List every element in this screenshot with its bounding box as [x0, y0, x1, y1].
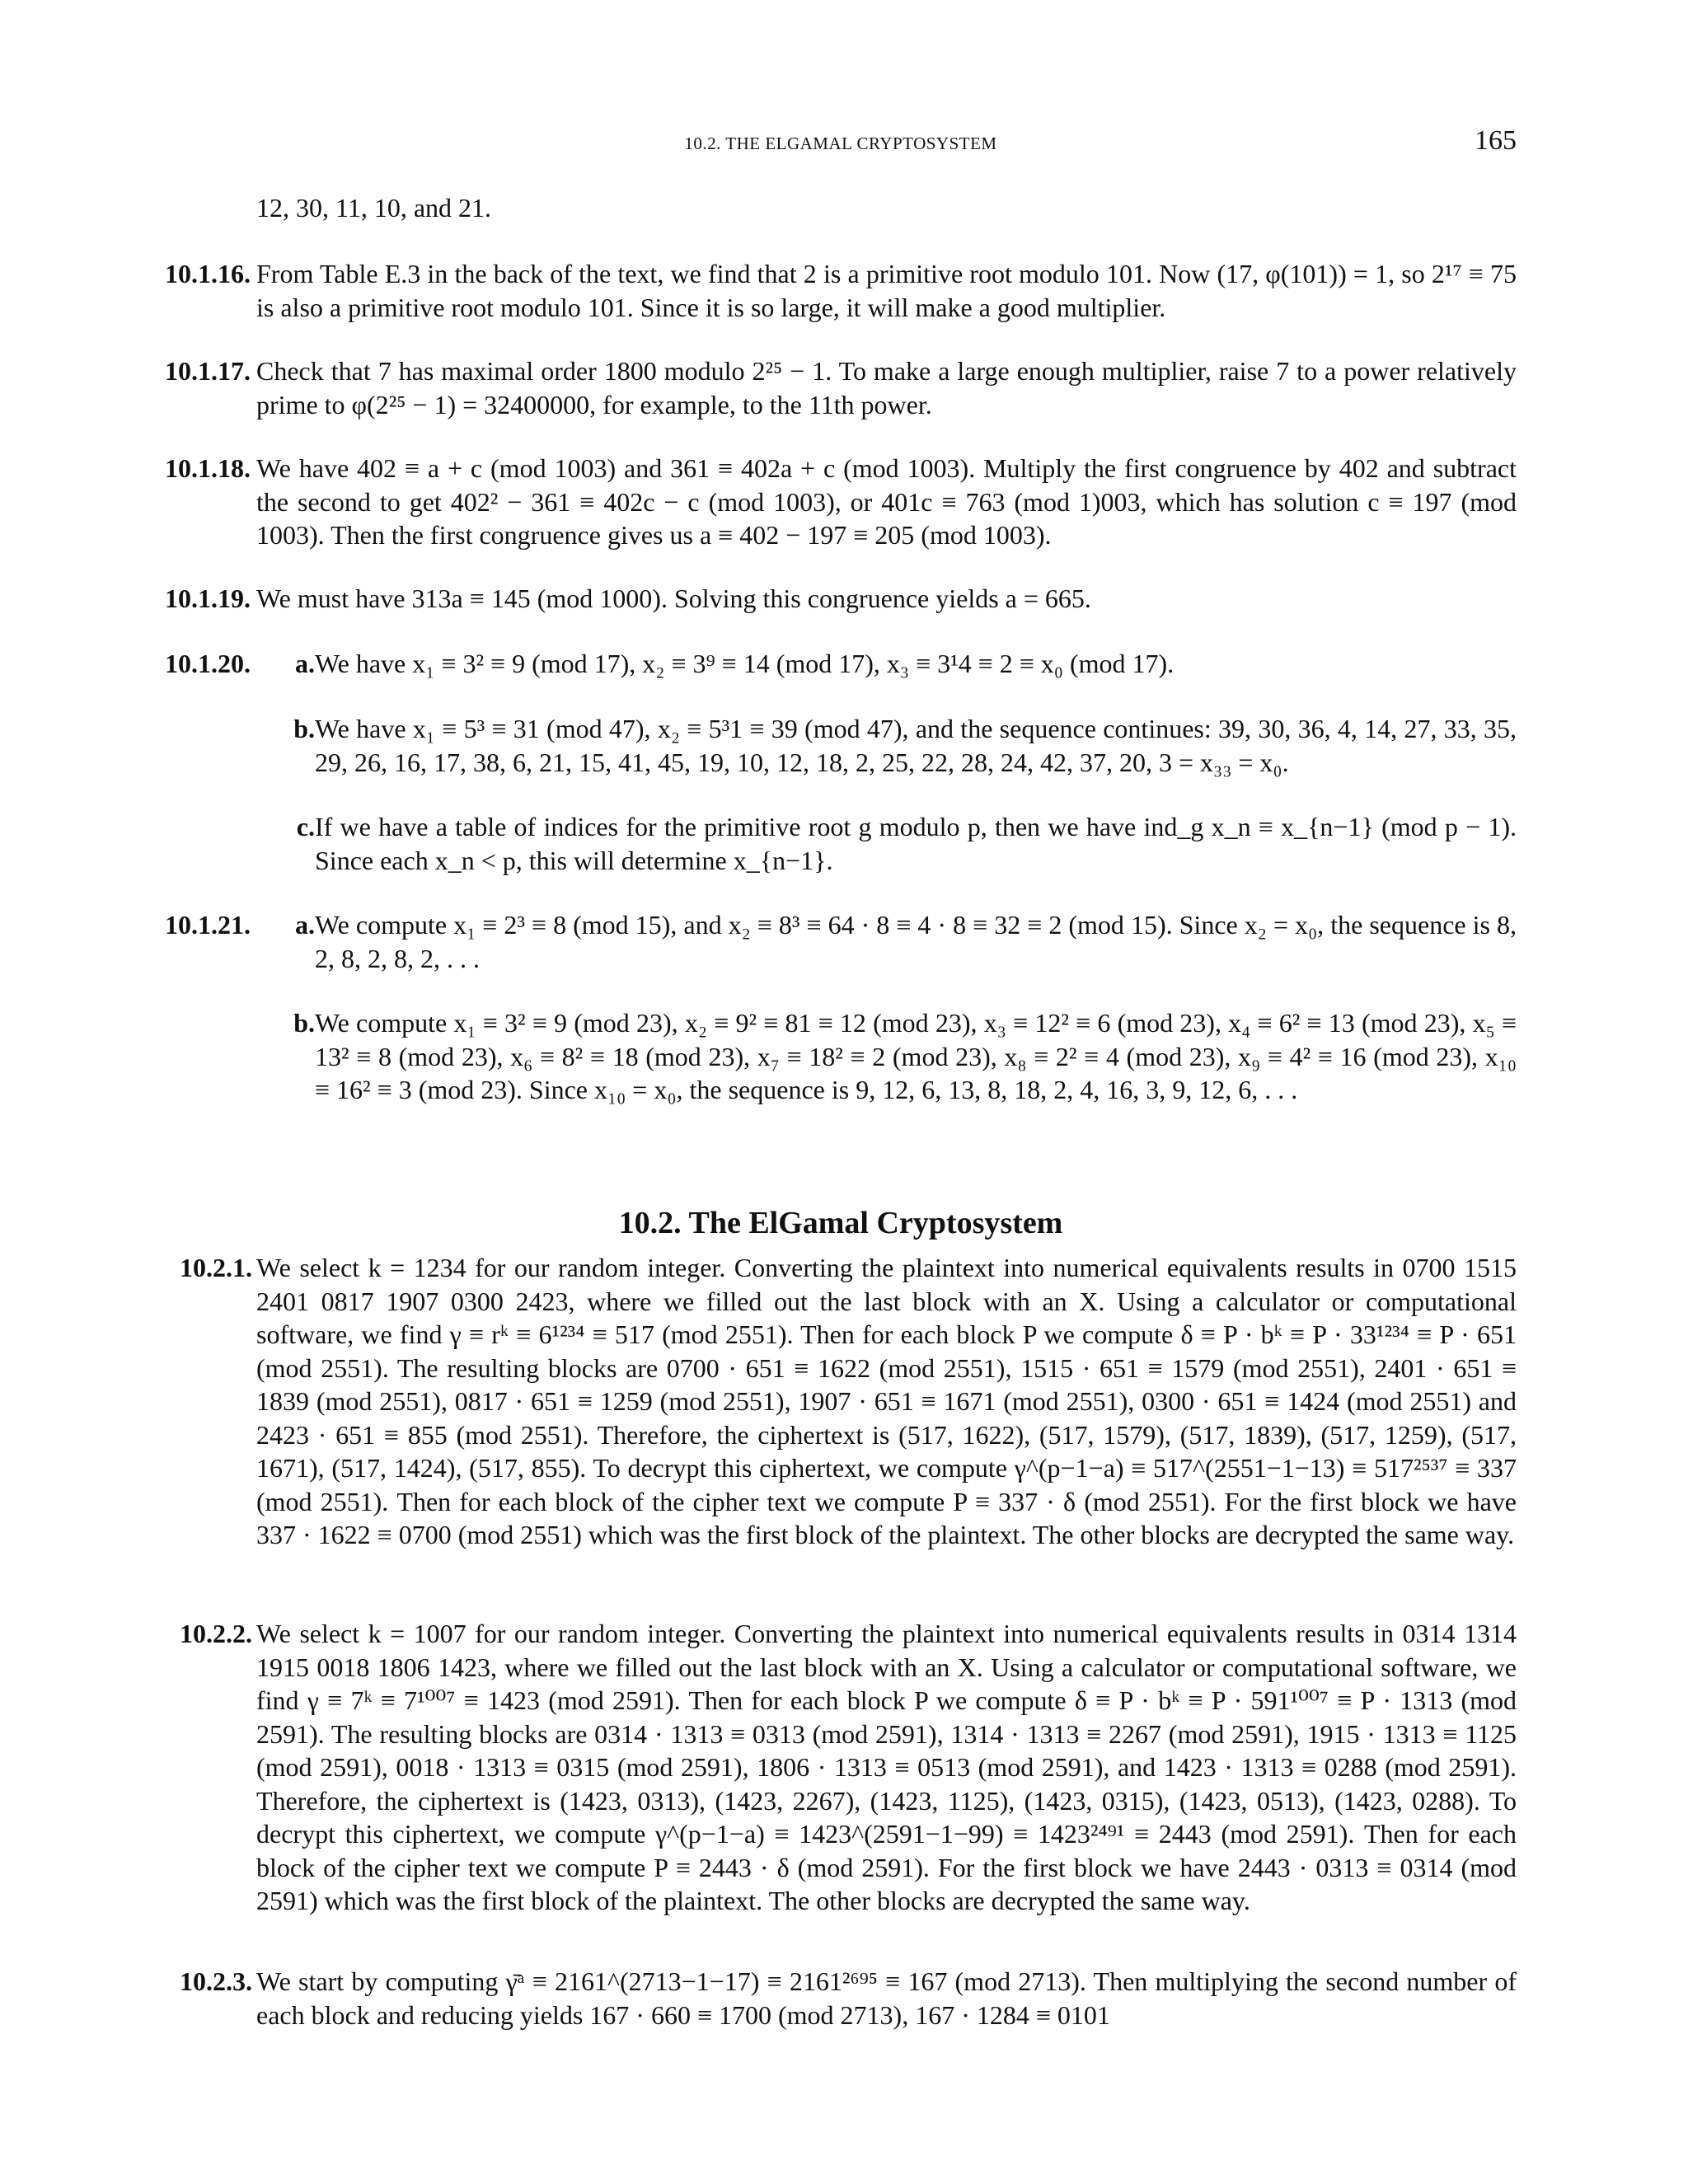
- part-text: We have x₁ ≡ 5³ ≡ 31 (mod 47), x₂ ≡ 5³1 ≡ 39 (mod 47), and the sequence continues: 39, 30, 36, 4, 14, 27, 33, 35, 29, 26, 16, 17, 38, 6, 21, 15, 41, 45, 19, 10, 12, 18, 2, 25, 22, 28, 24, 42, 37, 20, 3 = x₃₃ = x₀.: [315, 714, 1517, 777]
- problem-10-1-17: [165, 354, 1517, 421]
- problem-label: 10.2.3.: [180, 1966, 252, 1996]
- part-text: We have x₁ ≡ 3² ≡ 9 (mod 17), x₂ ≡ 3⁹ ≡ 14 (mod 17), x₃ ≡ 3¹4 ≡ 2 ≡ x₀ (mod 17).: [315, 649, 1175, 678]
- problem-label: 10.1.17.: [165, 356, 251, 386]
- section-title: 10.2. The ElGamal Cryptosystem: [618, 1206, 1063, 1240]
- problem-text: We have 402 ≡ a + c (mod 1003) and 361 ≡ 402a + c (mod 1003). Multiply the first congruence by 402 and subtract the second to get 402² − 361 ≡ 402c − c (mod 1003), or 401c ≡ 763 (mod 1)003, which has solution c ≡ 197 (mod 1003). Then the first congruence gives us a ≡ 402 − 197 ≡ 205 (mod 1003).: [256, 453, 1517, 550]
- problem-10-1-20-b: [165, 712, 1517, 779]
- continuation-text-block: [165, 191, 1517, 225]
- problem-10-1-18: [165, 452, 1517, 552]
- problem-10-1-19: [165, 582, 1517, 616]
- running-title: 10.2. THE ELGAMAL CRYPTOSYSTEM: [684, 134, 997, 153]
- running-header: [165, 125, 1517, 166]
- problem-label: 10.1.16.: [165, 259, 251, 288]
- problem-label: 10.1.19.: [165, 583, 251, 613]
- part-label: a.: [295, 910, 315, 940]
- continuation-text: 12, 30, 11, 10, and 21.: [256, 193, 492, 223]
- problem-10-2-3: [180, 1965, 1517, 2032]
- problem-label: 10.2.2.: [180, 1619, 252, 1648]
- problem-text: We must have 313a ≡ 145 (mod 1000). Solving this congruence yields a = 665.: [256, 583, 1091, 613]
- part-label: c.: [296, 812, 315, 841]
- part-label: b.: [293, 1008, 315, 1038]
- part-label: b.: [293, 714, 315, 743]
- part-text: We compute x₁ ≡ 2³ ≡ 8 (mod 15), and x₂ ≡ 8³ ≡ 64 · 8 ≡ 4 · 8 ≡ 32 ≡ 2 (mod 15). Since x₂ = x₀, the sequence is 8, 2, 8, 2, 8, 2, . . .: [315, 910, 1517, 973]
- problem-text: Check that 7 has maximal order 1800 modulo 2²⁵ − 1. To make a large enough multiplier, raise 7 to a power relatively prime to φ(2²⁵ − 1) = 32400000, for example, to the 11th power.: [256, 356, 1517, 419]
- problem-10-2-1: [180, 1251, 1517, 1552]
- problem-text: We start by computing γ̄ᵃ ≡ 2161^(2713−1−17) ≡ 2161²⁶⁹⁵ ≡ 167 (mod 2713). Then multiplying the second number of each block and reducing yields 167 · 660 ≡ 1700 (mod 2713), 167 · 1284 ≡ 0101: [256, 1966, 1517, 2030]
- problem-10-1-16: [165, 257, 1517, 324]
- problem-10-1-21-b: [165, 1006, 1517, 1107]
- problem-10-1-20-a: [165, 647, 1517, 681]
- problem-label: 10.1.20.: [165, 649, 251, 678]
- problem-10-2-2: [180, 1617, 1517, 1918]
- problem-label: 10.1.18.: [165, 453, 251, 483]
- problem-10-1-21-a: [165, 908, 1517, 975]
- problem-text: We select k = 1234 for our random integer. Converting the plaintext into numerical equivalents results in 0700 1515 2401 0817 1907 0300 2423, where we filled out the last block with an X. Using a calculator or computational software, we find γ ≡ rᵏ ≡ 6¹²³⁴ ≡ 517 (mod 2551). Then for each block P we compute δ ≡ P · bᵏ ≡ P · 33¹²³⁴ ≡ P · 651 (mod 2551). The resulting blocks are 0700 · 651 ≡ 1622 (mod 2551), 1515 · 651 ≡ 1579 (mod 2551), 2401 · 651 ≡ 1839 (mod 2551), 0817 · 651 ≡ 1259 (mod 2551), 1907 · 651 ≡ 1671 (mod 2551), 0300 · 651 ≡ 1424 (mod 2551) and 2423 · 651 ≡ 855 (mod 2551). Therefore, the ciphertext is (517, 1622), (517, 1579), (517, 1839), (517, 1259), (517, 1671), (517, 1424), (517, 855). To decrypt this ciphertext, we compute γ^(p−1−a) ≡ 517^(2551−1−13) ≡ 517²⁵³⁷ ≡ 337 (mod 2551). Then for each block of the cipher text we compute P ≡ 337 · δ (mod 2551). For the first block we have 337 · 1622 ≡ 0700 (mod 2551) which was the first block of the plaintext. The other blocks are decrypted the same way.: [256, 1253, 1517, 1549]
- part-label: a.: [295, 649, 315, 678]
- part-text: We compute x₁ ≡ 3² ≡ 9 (mod 23), x₂ ≡ 9² ≡ 81 ≡ 12 (mod 23), x₃ ≡ 12² ≡ 6 (mod 23), x₄ ≡ 6² ≡ 13 (mod 23), x₅ ≡ 13² ≡ 8 (mod 23), x₆ ≡ 8² ≡ 18 (mod 23), x₇ ≡ 18² ≡ 2 (mod 23), x₈ ≡ 2² ≡ 4 (mod 23), x₉ ≡ 4² ≡ 16 (mod 23), x₁₀ ≡ 16² ≡ 3 (mod 23). Since x₁₀ = x₀, the sequence is 9, 12, 6, 13, 8, 18, 2, 4, 16, 3, 9, 12, 6, . . .: [315, 1008, 1517, 1104]
- page-number: 165: [1475, 125, 1517, 156]
- problem-label: 10.2.1.: [180, 1253, 252, 1282]
- problem-10-1-20-c: [165, 810, 1517, 877]
- problem-text: From Table E.3 in the back of the text, we find that 2 is a primitive root modulo 101. Now (17, φ(101)) = 1, so 2¹⁷ ≡ 75 is also a primitive root modulo 101. Since it is so large, it will make a good multiplier.: [256, 259, 1517, 322]
- problem-label: 10.1.21.: [165, 910, 251, 940]
- part-text: If we have a table of indices for the primitive root g modulo p, then we have ind_g x_n ≡ x_{n−1} (mod p − 1). Since each x_n < p, this will determine x_{n−1}.: [315, 812, 1517, 875]
- problem-text: We select k = 1007 for our random integer. Converting the plaintext into numerical equivalents results in 0314 1314 1915 0018 1806 1423, where we filled out the last block with an X. Using a calculator or computational software, we find γ ≡ 7ᵏ ≡ 7¹⁰⁰⁷ ≡ 1423 (mod 2591). Then for each block P we compute δ ≡ P · bᵏ ≡ P · 591¹⁰⁰⁷ ≡ P · 1313 (mod 2591). The resulting blocks are 0314 · 1313 ≡ 0313 (mod 2591), 1314 · 1313 ≡ 2267 (mod 2591), 1915 · 1313 ≡ 1125 (mod 2591), 0018 · 1313 ≡ 0315 (mod 2591), 1806 · 1313 ≡ 0513 (mod 2591), and 1423 · 1313 ≡ 0288 (mod 2591). Therefore, the ciphertext is (1423, 0313), (1423, 2267), (1423, 1125), (1423, 0315), (1423, 0513), (1423, 0288). To decrypt this ciphertext, we compute γ^(p−1−a) ≡ 1423^(2591−1−99) ≡ 1423²⁴⁹¹ ≡ 2443 (mod 2591). Then for each block of the cipher text we compute P ≡ 2443 · δ (mod 2591). For the first block we have 2443 · 0313 ≡ 0314 (mod 2591) which was the first block of the plaintext. The other blocks are decrypted the same way.: [256, 1619, 1517, 1915]
